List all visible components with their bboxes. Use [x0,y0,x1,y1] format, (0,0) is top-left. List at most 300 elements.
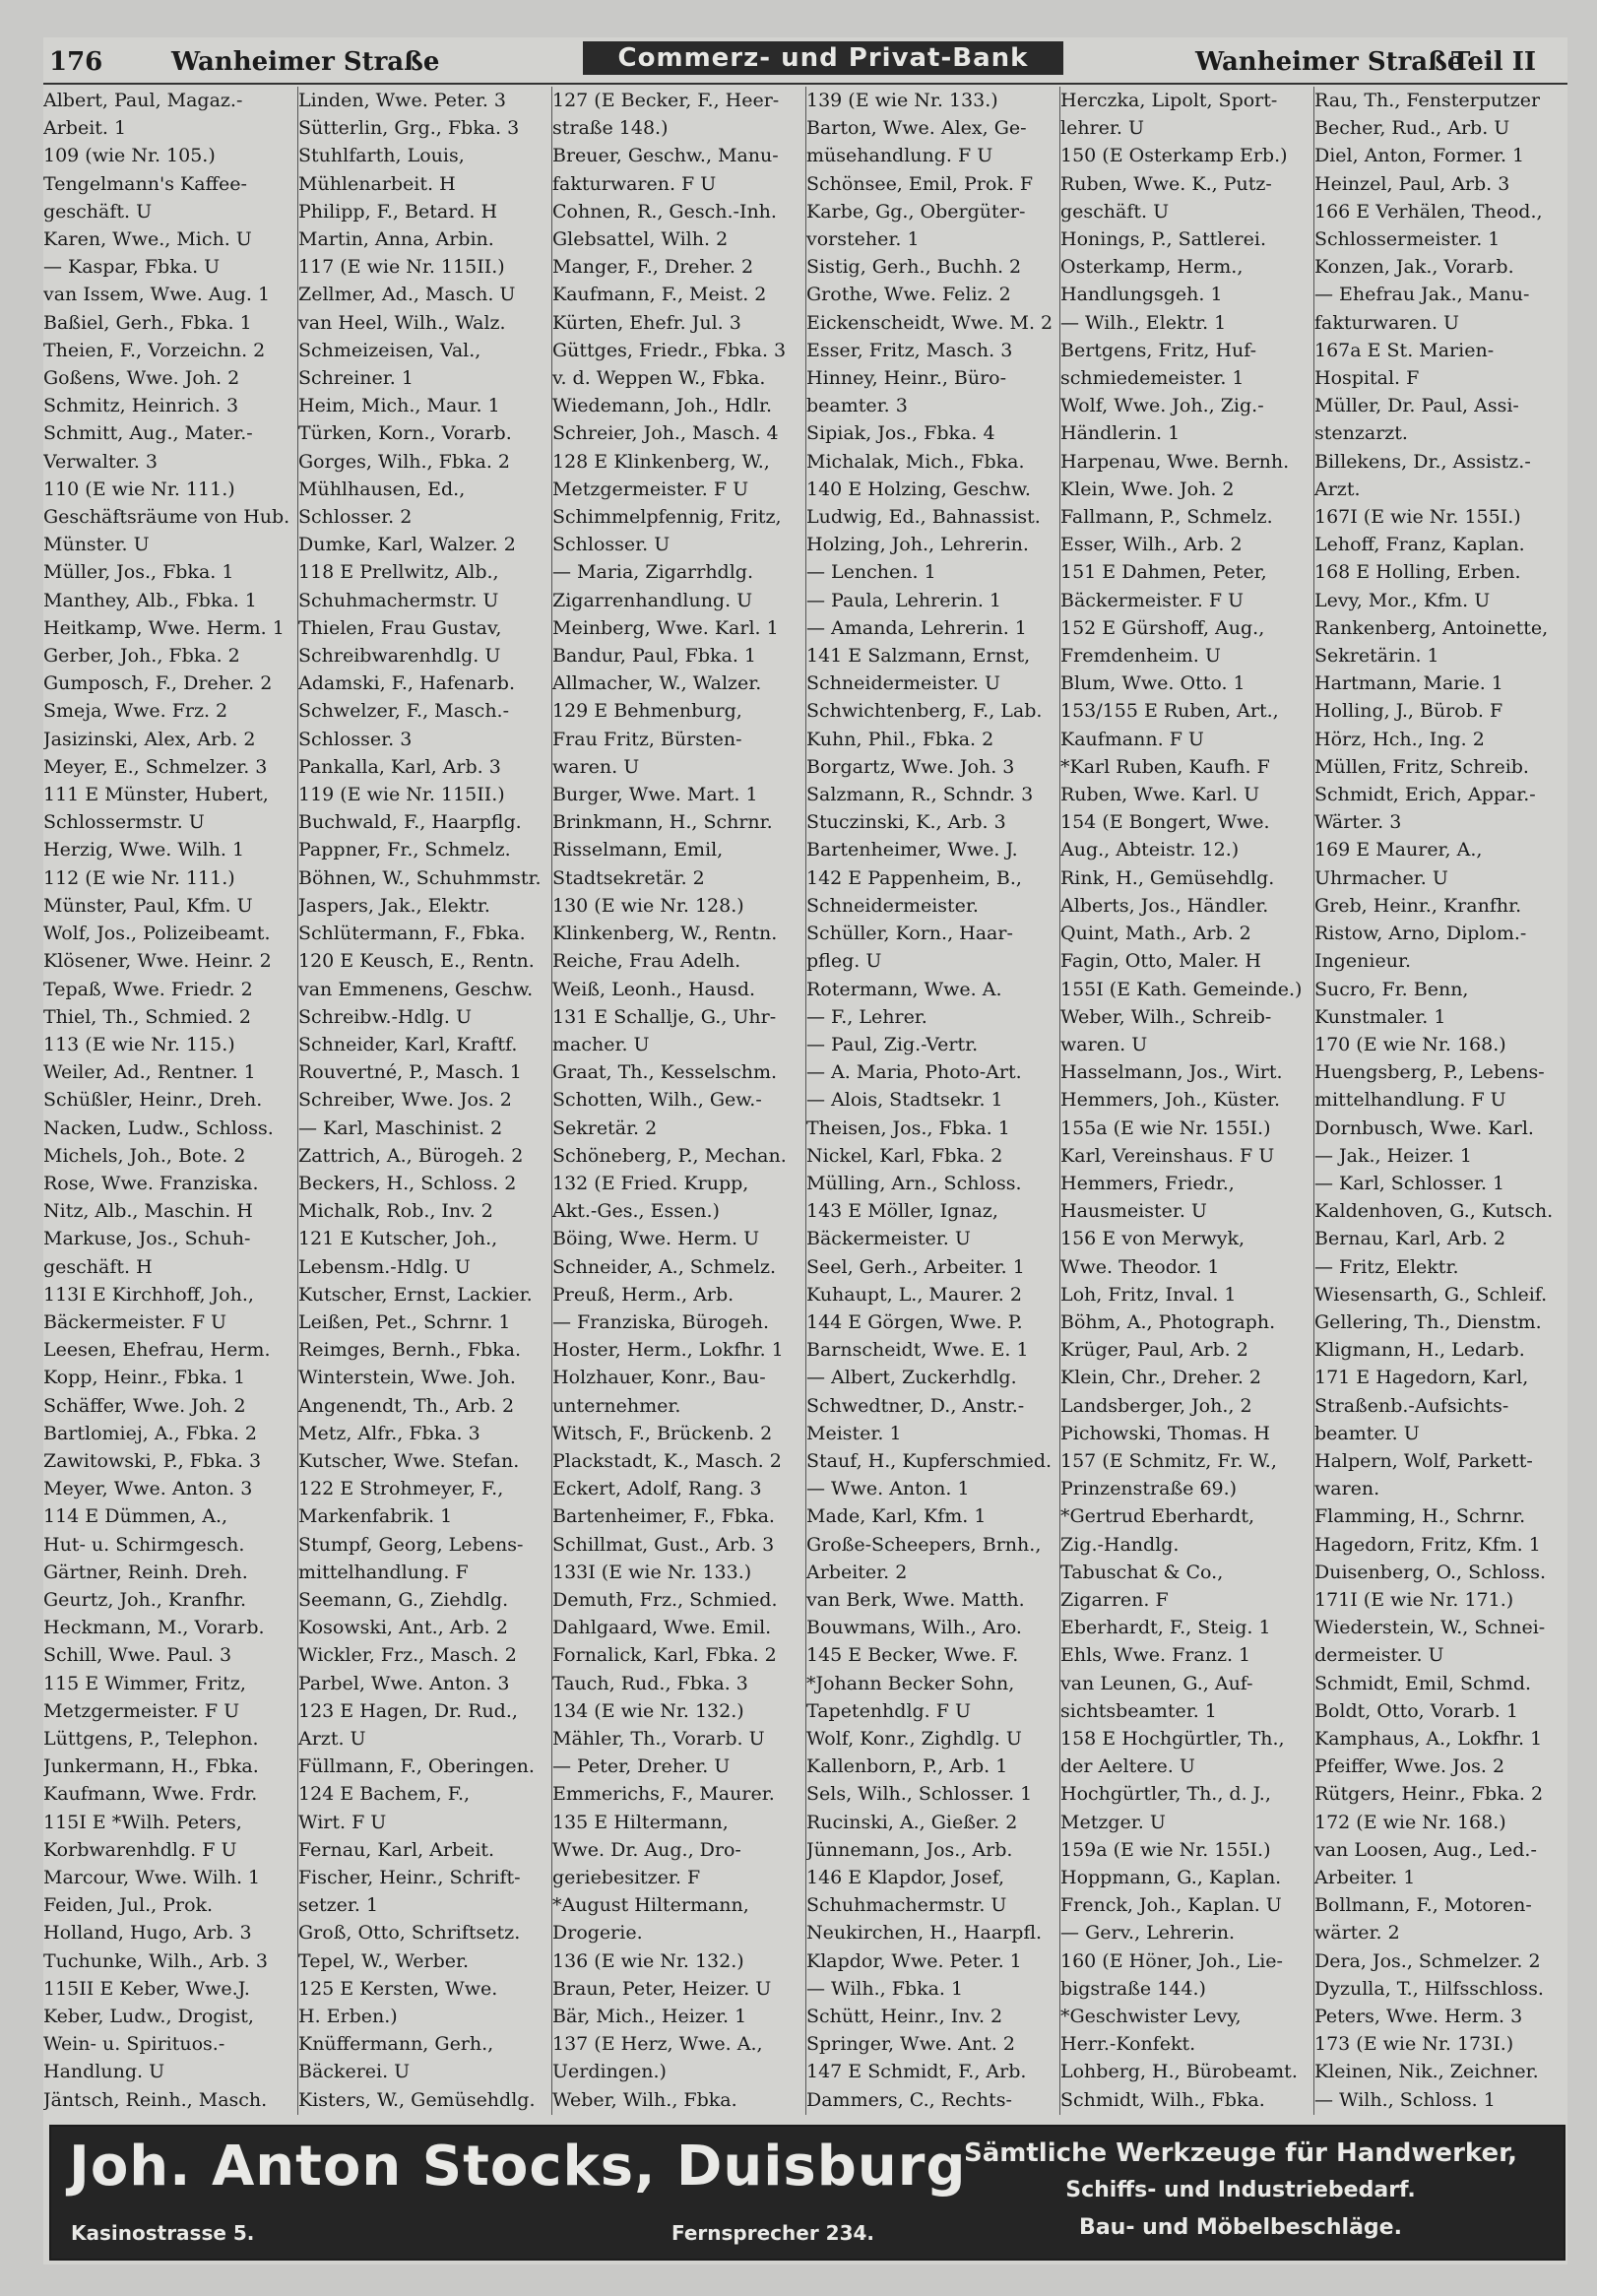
entry-text: 166 E Verhälen, Theod., [1314,200,1543,223]
directory-entry [298,1891,546,1919]
directory-entry [1060,1058,1309,1086]
ad-products [927,2135,1554,2247]
entry-text: Schillmat, Gust., Arb. 3 [552,1533,775,1556]
directory-entry [806,836,1054,863]
directory-entry [43,1142,291,1170]
directory-entry [1314,114,1563,142]
directory-entry [43,87,291,114]
directory-entry [1060,1947,1309,1975]
directory-entry [552,1170,800,1197]
directory-entry [806,1864,1054,1891]
entry-text: Kuhn, Phil., Fbka. 2 [806,728,994,750]
entry-text: 156 E von Merwyk, [1060,1228,1245,1250]
entry-text: Schlütermann, F., Fbka. [298,923,526,945]
entry-text: Springer, Wwe. Ant. 2 [806,2033,1015,2056]
entry-text: Rucinski, A., Gießer. 2 [806,1811,1018,1833]
entry-text: Bär, Mich., Heizer. 1 [552,2006,747,2028]
entry-text: bigstraße 144.) [1060,1977,1206,2000]
directory-entry [1060,198,1309,225]
entry-text: Albert, Paul, Magaz.- [43,90,243,111]
directory-column-1 [43,87,291,2115]
entry-text: Zig.-Handlg. [1060,1533,1180,1556]
directory-entry [1314,1058,1563,1086]
directory-entry [1060,753,1309,781]
entry-text: Münster, Paul, Kfm. U [43,894,253,917]
directory-entry [43,1586,291,1614]
directory-entry [1314,225,1563,253]
entry-text: 115II E Keber, Wwe.J. [43,1977,250,2000]
entry-text: Sucro, Fr. Benn, [1314,978,1469,1000]
directory-entry [298,697,546,725]
entry-text: Zigarren. F [1060,1588,1169,1611]
directory-entry [43,1225,291,1252]
directory-entry [806,503,1054,531]
directory-entry [298,87,546,114]
entry-text: Philipp, F., Betard. H [298,200,498,223]
directory-entry [43,2086,291,2114]
entry-text: Wärter. 3 [1314,811,1402,834]
entry-text: Bäckermeister. F U [1060,589,1245,611]
directory-entry [1060,1086,1309,1114]
directory-entry [298,808,546,836]
entry-text: Große-Scheepers, Brnh., [806,1533,1042,1556]
directory-entry [43,836,291,863]
directory-entry [43,225,291,253]
entry-text: Kisters, W., Gemüsehdlg. [298,2088,536,2111]
entry-text: Schill, Wwe. Paul. 3 [43,1644,232,1667]
directory-entry [1314,253,1563,281]
entry-text: Holland, Hugo, Arb. 3 [43,1922,252,1945]
entry-text: Thiel, Th., Schmied. 2 [43,1005,251,1028]
directory-entry [552,1364,800,1391]
directory-entry [298,753,546,781]
entry-text: Arbeiter. 1 [1314,1867,1416,1888]
entry-text: Preuß, Herm., Arb. [552,1283,735,1306]
part-label: Teil II [1451,47,1537,77]
directory-entry [806,476,1054,503]
entry-text: 153/155 E Ruben, Art., [1060,700,1279,723]
entry-text: Hasselmann, Jos., Wirt. [1060,1061,1283,1084]
directory-entry [1060,1753,1309,1780]
entry-text: Schönsee, Emil, Prok. F [806,172,1034,195]
directory-entry [806,1502,1054,1530]
ad-line-1: Sämtliche Werkzeuge für Handwerker, [964,2138,1517,2168]
directory-entry [1060,892,1309,920]
directory-entry [43,1531,291,1559]
directory-entry [43,558,291,586]
entry-text: Handlung. U [43,2061,165,2083]
directory-entry [1314,1559,1563,1586]
directory-entry [43,2114,291,2115]
directory-entry [1314,1447,1563,1475]
entry-text: waren. U [1060,1033,1148,1055]
entry-text: Nitz, Alb., Maschin. H [43,1200,253,1223]
directory-entry [1314,2086,1563,2114]
entry-text: Kürten, Ehefr. Jul. 3 [552,311,741,334]
directory-entry [806,864,1054,892]
directory-entry [552,1253,800,1281]
bank-banner: Commerz- und Privat-Bank [583,41,1063,75]
entry-text: Groß, Otto, Schriftsetz. [298,1922,521,1945]
directory-entry [298,1531,546,1559]
directory-entry [1060,2058,1309,2085]
entry-text: 142 E Pappenheim, B., [806,866,1022,889]
entry-text: Cohnen, R., Gesch.-Inh. [552,200,777,223]
directory-entry [1314,587,1563,614]
entry-text: Holling, J., Bürob. F [1314,700,1503,723]
directory-entry [806,1891,1054,1919]
directory-entry [298,1725,546,1753]
directory-entry [1314,947,1563,975]
directory-entry [43,114,291,142]
directory-entry [298,1614,546,1641]
directory-entry [298,2114,546,2115]
entry-text: Rau, Th., Fensterputzer [1314,90,1541,111]
directory-entry [806,1225,1054,1252]
ad-company-name: Joh. Anton Stocks, Duisburg [69,2135,967,2199]
entry-text: straße 148.) [552,117,669,140]
directory-entry [806,1586,1054,1614]
directory-entry [43,920,291,947]
directory-entry [43,753,291,781]
directory-entry [298,1086,546,1114]
entry-text: 117 (E wie Nr. 115II.) [298,256,505,279]
entry-text: 118 E Prellwitz, Alb., [298,561,499,584]
directory-entry [43,1559,291,1586]
entry-text: Quint, Math., Arb. 2 [1060,923,1251,945]
entry-text: Schwedtner, D., Anstr.- [806,1394,1025,1417]
entry-text: Bandur, Paul, Fbka. 1 [552,645,757,668]
directory-entry [1314,753,1563,781]
entry-text: 155a (E wie Nr. 155I.) [1060,1116,1271,1139]
directory-entry [1060,1308,1309,1336]
entry-text: Fremdenheim. U [1060,645,1221,668]
entry-text: Adamski, F., Hafenarb. [298,672,516,695]
directory-entry [298,1947,546,1975]
directory-entry [1060,1142,1309,1170]
directory-entry [806,1058,1054,1086]
directory-entry [1060,1614,1309,1641]
entry-text: Hörz, Hch., Ing. 2 [1314,728,1485,750]
directory-entry [43,1058,291,1086]
directory-entry [1314,448,1563,476]
directory-entry [806,781,1054,808]
directory-entry [298,170,546,198]
entry-text: Schmidt, Wilh., Fbka. [1060,2088,1265,2111]
directory-entry [1314,1392,1563,1420]
entry-text: Diel, Anton, Former. 1 [1314,145,1525,167]
entry-text: Böhnen, W., Schuhmmstr. [298,866,542,889]
entry-text: Dumke, Karl, Walzer. 2 [298,534,516,556]
directory-entry [806,309,1054,337]
header-rule [43,83,1567,85]
entry-text: Schneider, A., Schmelz. [552,1255,777,1278]
directory-entry [552,1531,800,1559]
directory-entry [552,1809,800,1836]
directory-entry [1060,2003,1309,2030]
entry-text: 111 E Münster, Hubert, [43,784,269,806]
directory-entry [1060,2114,1309,2115]
entry-text: Gumposch, F., Dreher. 2 [43,672,273,695]
directory-entry [1314,726,1563,753]
entry-text: Karl, Vereinshaus. F U [1060,1144,1275,1167]
entry-text: Reiche, Frau Adelh. [552,950,741,973]
directory-entry [1314,558,1563,586]
directory-entry [806,1559,1054,1586]
directory-entry [43,142,291,169]
directory-entry [298,1559,546,1586]
entry-text: Nickel, Karl, Fbka. 2 [806,1144,1003,1167]
directory-entry [806,1641,1054,1669]
entry-text: Schwichtenberg, F., Lab. [806,700,1043,723]
entry-text: Eberhardt, F., Steig. 1 [1060,1617,1271,1639]
entry-text: Herr.-Konfekt. [1060,2033,1196,2056]
entry-text: Hospital. F [1314,367,1420,390]
directory-entry [43,1170,291,1197]
entry-text: Kunstmaler. 1 [1314,1005,1446,1028]
entry-text: Schwelzer, F., Masch.- [298,700,510,723]
entry-text: Klösener, Wwe. Heinr. 2 [43,950,272,973]
entry-text: 159a (E wie Nr. 155I.) [1060,1838,1271,1861]
entry-text: Gärtner, Reinh. Dreh. [43,1561,248,1583]
entry-text: Rose, Wwe. Franziska. [43,1172,259,1194]
entry-text: Heinzel, Paul, Arb. 3 [1314,172,1510,195]
advertisement [49,2125,1565,2261]
directory-entry [298,781,546,808]
directory-entry [806,1947,1054,1975]
directory-entry [298,642,546,670]
entry-text: Eckert, Adolf, Rang. 3 [552,1478,762,1500]
entry-text: Müller, Dr. Paul, Assi- [1314,395,1519,417]
directory-entry [552,531,800,558]
directory-entry [1314,1197,1563,1225]
entry-text: Stadtsekretär. 2 [552,866,705,889]
directory-entry [1060,1531,1309,1559]
entry-text: Wolf, Jos., Polizeibeamt. [43,923,271,945]
entry-text: Smeja, Wwe. Frz. 2 [43,700,228,723]
directory-entry [806,1003,1054,1031]
directory-entry [1060,1919,1309,1946]
entry-text: Meinberg, Wwe. Karl. 1 [552,616,779,639]
entry-text: Karen, Wwe., Mich. U [43,228,252,251]
directory-entry [806,253,1054,281]
directory-entry [1314,836,1563,863]
entry-text: geschäft. U [43,200,153,223]
entry-text: Leißen, Pet., Schrnr. 1 [298,1310,511,1333]
entry-text: v. d. Weppen W., Fbka. [552,367,766,390]
directory-entry [552,1225,800,1252]
entry-text: Schmitt, Aug., Mater.- [43,422,253,445]
directory-entry [806,2114,1054,2115]
entry-text: 168 E Holling, Erben. [1314,561,1521,584]
entry-text: Allmacher, W., Walzer. [552,672,762,695]
entry-text: 143 E Möller, Ignaz, [806,1200,998,1223]
directory-entry [806,1780,1054,1808]
directory-entry [43,281,291,308]
directory-entry [806,892,1054,920]
directory-entry [1314,1919,1563,1946]
entry-text: setzer. 1 [298,1894,379,1917]
entry-text: — F., Lehrer. [806,1005,927,1028]
entry-text: 171 E Hagedorn, Karl, [1314,1367,1529,1389]
directory-entry [552,2114,800,2115]
directory-entry [552,392,800,419]
entry-text: geschäft. U [1060,200,1170,223]
entry-text: Dera, Jos., Schmelzer. 2 [1314,1949,1541,1972]
entry-text: 140 E Holzing, Geschw. [806,478,1031,500]
directory-columns [43,87,1567,2115]
directory-entry [552,1197,800,1225]
entry-text: *August Hiltermann, [552,1894,749,1917]
directory-entry [552,558,800,586]
directory-entry [552,947,800,975]
directory-entry [1060,1281,1309,1308]
entry-text: Prinzenstraße 69.) [1060,1478,1238,1500]
entry-text: Güttges, Friedr., Fbka. 3 [552,339,787,361]
directory-entry [298,614,546,642]
directory-entry [552,976,800,1003]
directory-entry [1060,1170,1309,1197]
entry-text: — Alois, Stadtsekr. 1 [806,1089,1003,1112]
entry-text: Jasizinski, Alex, Arb. 2 [43,728,256,750]
entry-text: Boldt, Otto, Vorarb. 1 [1314,1699,1518,1722]
entry-text: Kleinen, Nik., Zeichner. [1314,2061,1539,2083]
directory-entry [552,1864,800,1891]
directory-entry [1314,781,1563,808]
directory-entry [1314,87,1563,114]
directory-entry [806,753,1054,781]
directory-entry [1314,1614,1563,1641]
directory-entry [552,1947,800,1975]
entry-text: *Karl Ruben, Kaufh. F [1060,755,1270,778]
entry-text: Weber, Wilh., Fbka. [552,2088,737,2111]
directory-entry [1314,1641,1563,1669]
entry-text: Bouwmans, Wilh., Aro. [806,1617,1022,1639]
entry-text: 122 E Strohmeyer, F., [298,1478,504,1500]
directory-entry [1060,1641,1309,1669]
directory-entry [298,198,546,225]
entry-text: Michalak, Mich., Fbka. [806,450,1025,473]
directory-entry [552,1559,800,1586]
directory-entry [298,1670,546,1697]
entry-text: Manthey, Alb., Fbka. 1 [43,589,257,611]
entry-text: — Peter, Dreher. U [552,1755,731,1778]
entry-text: beamter. U [1314,1422,1420,1444]
directory-entry [43,726,291,753]
entry-text: Aug., Abteistr. 12.) [1060,839,1240,861]
entry-text: Händlerin. 1 [1060,422,1181,445]
directory-entry [806,1031,1054,1058]
entry-text: Theisen, Jos., Fbka. 1 [806,1116,1010,1139]
directory-entry [552,753,800,781]
entry-text: Duisenberg, O., Schloss. [1314,1561,1547,1583]
entry-text: Stumpf, Georg, Lebens- [298,1533,524,1556]
entry-text: mittelhandlung. F [298,1561,469,1583]
directory-entry [806,1614,1054,1641]
entry-text: Witsch, F., Brückenb. 2 [552,1422,773,1444]
entry-text: Emmerichs, F., Maurer. [552,1783,775,1806]
entry-text: H. Erben.) [298,2006,398,2028]
directory-entry [806,1170,1054,1197]
directory-entry [298,1031,546,1058]
directory-entry [552,1836,800,1864]
directory-entry [298,1864,546,1891]
directory-entry [552,1058,800,1086]
entry-text: Metz, Alfr., Fbka. 3 [298,1422,480,1444]
directory-entry [806,947,1054,975]
directory-entry [43,1115,291,1142]
directory-entry [806,337,1054,364]
directory-entry [1314,1531,1563,1559]
directory-entry [298,364,546,392]
entry-text: Kutscher, Ernst, Lackier. [298,1283,533,1306]
entry-text: Knüffermann, Gerh., [298,2033,494,2056]
directory-entry [1314,1725,1563,1753]
entry-text: Wwe. Dr. Aug., Dro- [552,1838,741,1861]
directory-entry [43,1031,291,1058]
entry-text: Wiedemann, Joh., Hdlr. [552,395,773,417]
entry-text: Schüller, Korn., Haar- [806,923,1013,945]
entry-text: — Jak., Heizer. 1 [1314,1144,1472,1167]
entry-text: 137 (E Herz, Wwe. A., [552,2033,763,2056]
directory-entry [298,419,546,447]
entry-text: Pappner, Fr., Schmelz. [298,839,511,861]
entry-text: Tapetenhdlg. F U [806,1699,972,1722]
entry-text: Tepel, W., Werber. [298,1949,470,1972]
directory-entry [1060,587,1309,614]
directory-entry [1314,1697,1563,1725]
entry-text: Mülling, Arn., Schloss. [806,1172,1022,1194]
directory-entry [552,419,800,447]
directory-entry [1314,337,1563,364]
entry-text: Tauch, Rud., Fbka. 3 [552,1672,748,1694]
entry-text: 144 E Görgen, Wwe. P. [806,1310,1023,1333]
entry-text: Hausmeister. U [1060,1200,1207,1223]
directory-entry [43,476,291,503]
directory-entry [1060,337,1309,364]
entry-text: 167I (E wie Nr. 155I.) [1314,506,1521,529]
directory-entry [1060,947,1309,975]
entry-text: Sekretärin. 1 [1314,645,1439,668]
entry-text: müsehandlung. F U [806,145,993,167]
directory-entry [1060,1864,1309,1891]
directory-entry [806,697,1054,725]
entry-text: Kuhaupt, L., Maurer. 2 [806,1283,1022,1306]
entry-text: Schreiber, Wwe. Jos. 2 [298,1089,512,1112]
directory-entry [1060,1253,1309,1281]
entry-text: Rotermann, Wwe. A. [806,978,1002,1000]
entry-text: Loh, Fritz, Inval. 1 [1060,1283,1237,1306]
directory-entry [1314,198,1563,225]
entry-text: *Johann Becker Sohn, [806,1672,1015,1694]
directory-entry [1060,142,1309,169]
entry-text: Fischer, Heinr., Schrift- [298,1867,521,1888]
entry-text: 145 E Becker, Wwe. F. [806,1644,1019,1667]
entry-text: Stuczinski, K., Arb. 3 [806,811,1006,834]
directory-entry [552,642,800,670]
directory-entry [43,1809,291,1836]
directory-entry [43,892,291,920]
directory-entry [298,225,546,253]
directory-entry [298,476,546,503]
directory-entry [43,1502,291,1530]
directory-entry [1314,614,1563,642]
entry-text: Tepaß, Wwe. Friedr. 2 [43,978,253,1000]
directory-entry [1060,1809,1309,1836]
entry-text: Neukirchen, H., Haarpfl. [806,1922,1043,1945]
directory-entry [552,1919,800,1946]
directory-entry [298,1142,546,1170]
